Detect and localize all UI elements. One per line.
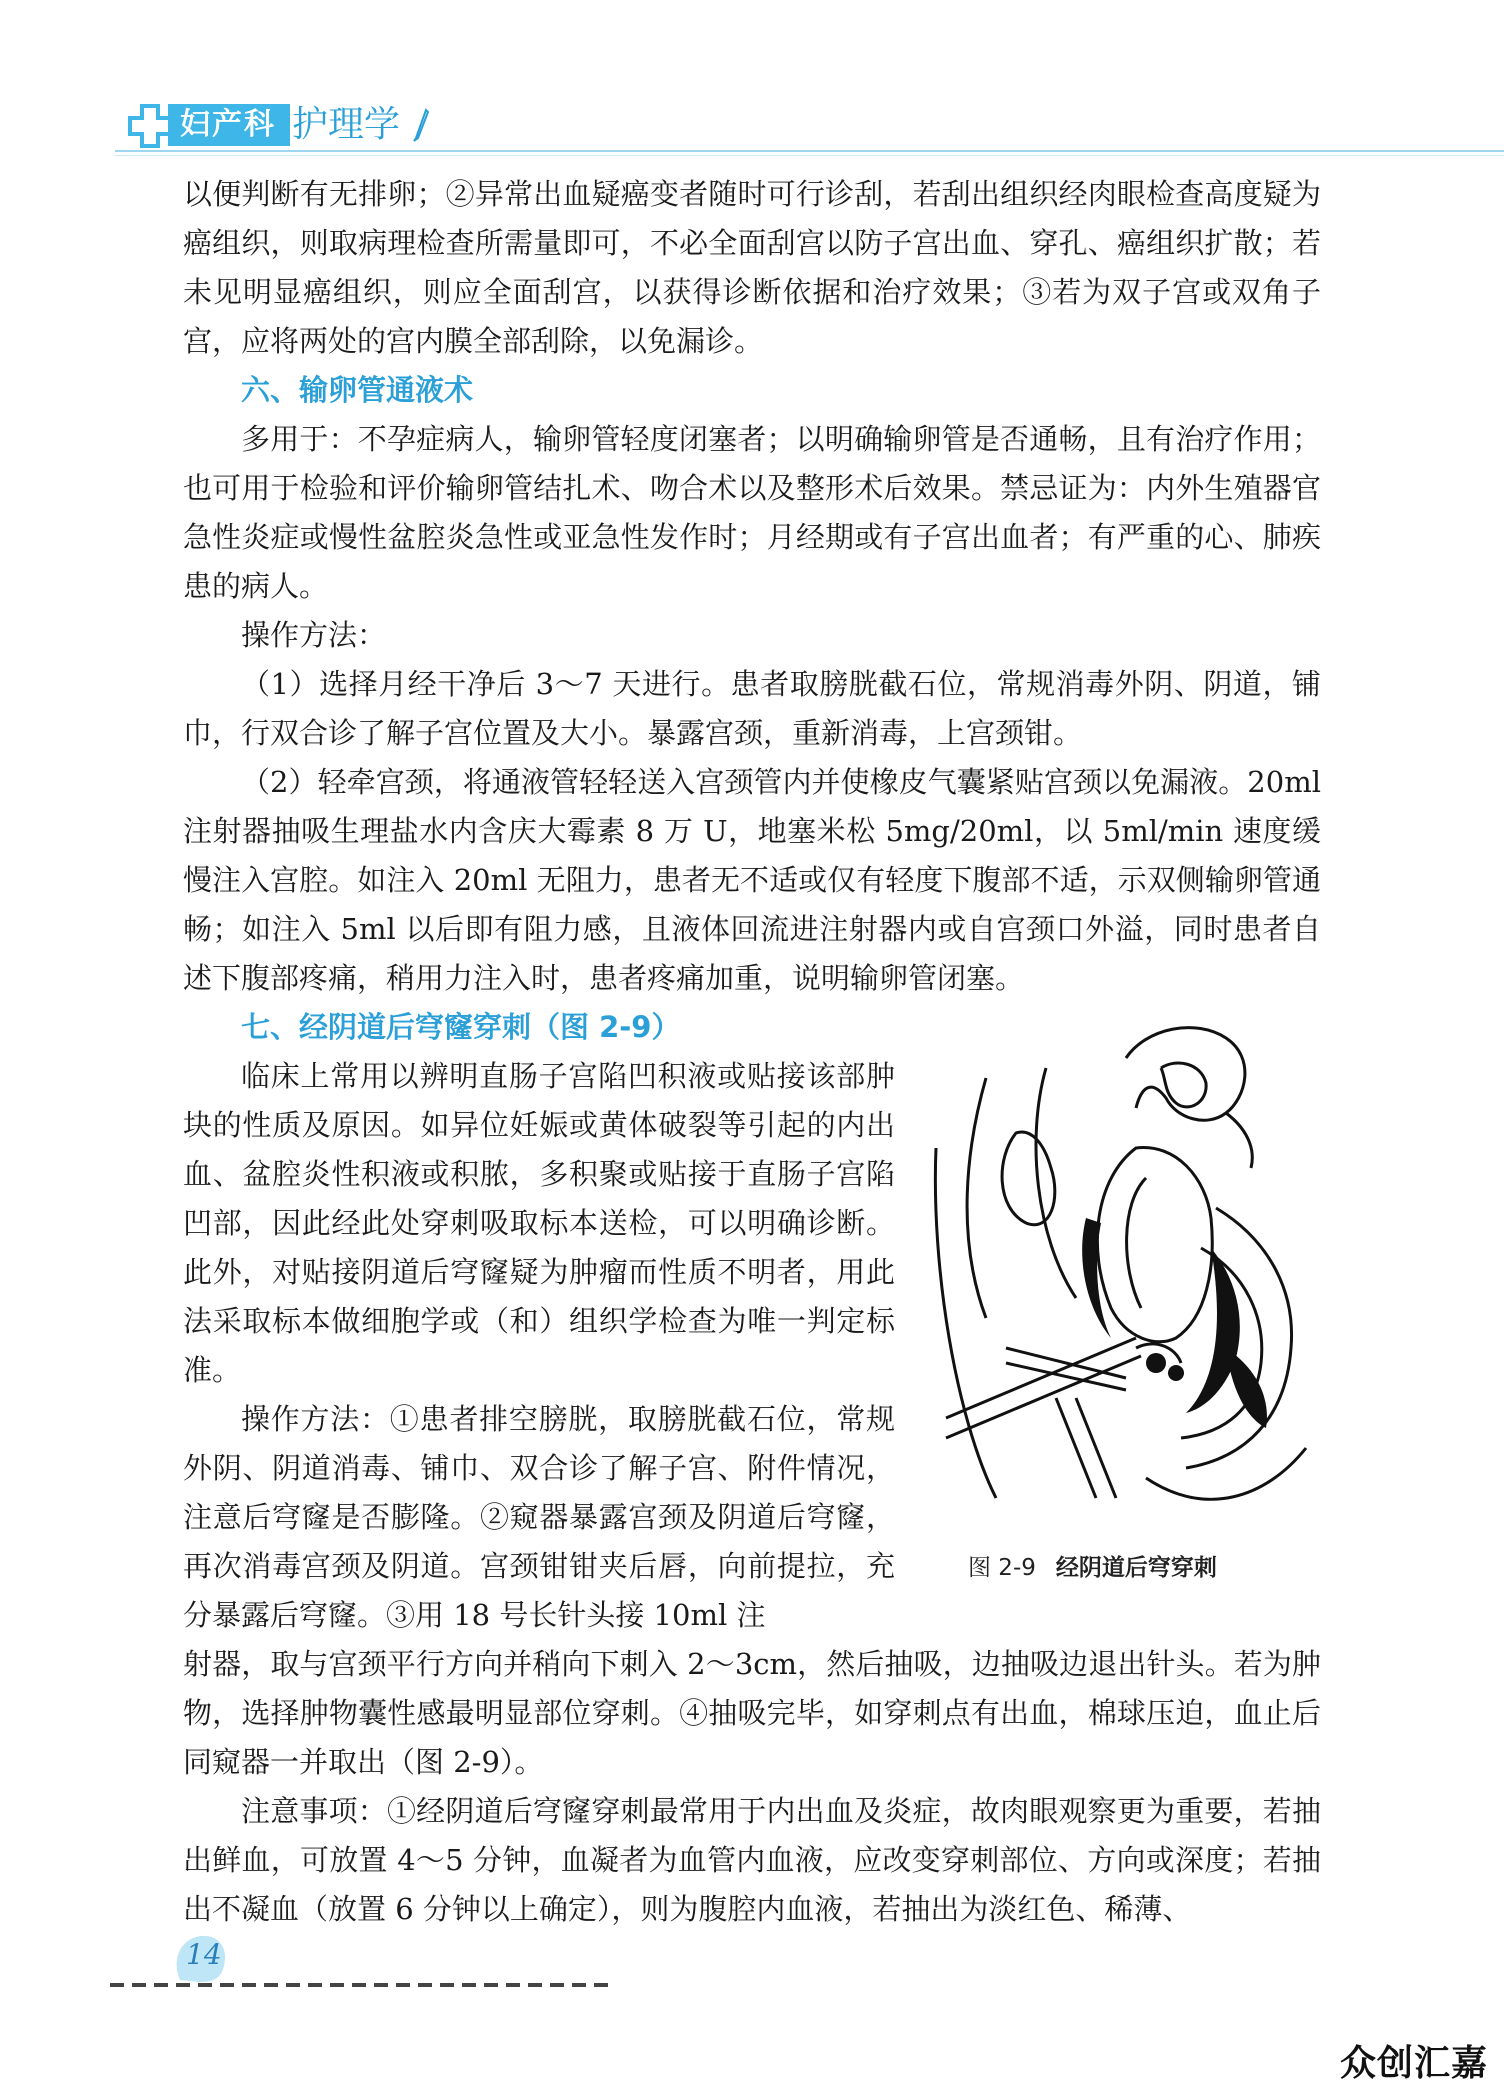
paragraph: 临床上常用以辨明直肠子宫陷凹积液或贴接该部肿块的性质及原因。如异位妊娠或黄体破裂等引起的内出血、盆腔炎性积液或积脓，多积聚或贴接于直肠子宫陷凹部，因此经此处穿刺吸取标本送检，可以明确诊断。此外，对贴接阴道后穹窿疑为肿瘤而性质不明者，用此法采取标本做细胞学或（和）组织学检查为唯一判定标准。 (183, 1059, 895, 1387)
figure-2-9 (918, 1018, 1321, 1588)
figure-title: 经阴道后穹穿刺 (1055, 1555, 1217, 1581)
paragraph: 以便判断有无排卵；②异常出血疑癌变者随时可行诊刮，若刮出组织经肉眼检查高度疑为癌组织，则取病理检查所需量即可，不必全面刮宫以防子宫出血、穿孔、癌组织扩散；若未见明显癌组织，则应全面刮宫，以获得诊断依据和治疗效果；③若为双子宫或双角子宫，应将两处的宫内膜全部刮除，以免漏诊。 (183, 177, 1321, 358)
paragraph: 操作方法： (241, 618, 387, 652)
header-rule-thin (115, 155, 1504, 156)
section-heading-7: 七、经阴道后穹窿穿刺（图 2-9） (241, 1010, 681, 1044)
book-logo-left: 妇产科 (168, 104, 290, 146)
page-number: 14 (186, 1938, 222, 1971)
header-rule (115, 150, 1504, 152)
paragraph: 操作方法：①患者排空膀胱，取膀胱截石位，常规外阴、阴道消毒、铺巾、双合诊了解子宫、附件情况，注意后穹窿是否膨隆。②窥器暴露宫颈及阴道后穹窿，再次消毒宫颈及阴道。宫颈钳钳夹后唇，向前提拉，充分暴露后穹窿。③用 18 号长针头接 10ml 注 (183, 1402, 895, 1632)
figure-number: 图 2-9 (968, 1555, 1036, 1581)
book-logo-right: 护理学 (292, 104, 401, 145)
paragraph: （2）轻牵宫颈，将通液管轻轻送入宫颈管内并使橡皮气囊紧贴宫颈以免漏液。20ml 注射器抽吸生理盐水内含庆大霉素 8 万 U，地塞米松 5mg/20ml，以 5ml/min 速度缓慢注入宫腔。如注入 20ml 无阻力，患者无不适或仅有轻度下腹部不适，示双侧输卵管通畅；如注入 5ml 以后即有阻力感，且液体回流进注射器内或自宫颈口外溢，同时患者自述下腹部疼痛，稍用力注入时，患者疼痛加重，说明输卵管闭塞。 (183, 765, 1321, 995)
anatomical-illustration (926, 1018, 1316, 1533)
watermark-logo: 众创汇嘉 (1339, 2043, 1488, 2084)
medical-cross-icon (128, 104, 172, 148)
paragraph: 注意事项：①经阴道后穹窿穿刺最常用于内出血及炎症，故肉眼观察更为重要，若抽出鲜血，可放置 4～5 分钟，血凝者为血管内血液，应改变穿刺部位、方向或深度；若抽出不凝血（放置 6 分钟以上确定），则为腹腔内血液，若抽出为淡红色、稀薄、 (183, 1794, 1321, 1926)
pencil-icon (410, 108, 432, 142)
footer-dashes (110, 1982, 610, 1988)
paragraph: 射器，取与宫颈平行方向并稍向下刺入 2～3cm，然后抽吸，边抽吸边退出针头。若为肿物，选择肿物囊性感最明显部位穿刺。④抽吸完毕，如穿刺点有出血，棉球压迫，血止后同窥器一并取出（图 2-9）。 (183, 1647, 1321, 1779)
paragraph: （1）选择月经干净后 3～7 天进行。患者取膀胱截石位，常规消毒外阴、阴道，铺巾，行双合诊了解子宫位置及大小。暴露宫颈，重新消毒，上宫颈钳。 (183, 667, 1321, 750)
figure-caption (968, 1553, 1308, 1583)
section-heading-6: 六、输卵管通液术 (241, 373, 474, 407)
paragraph: 多用于：不孕症病人，输卵管轻度闭塞者；以明确输卵管是否通畅，且有治疗作用；也可用于检验和评价输卵管结扎术、吻合术以及整形术后效果。禁忌证为：内外生殖器官急性炎症或慢性盆腔炎急性或亚急性发作时；月经期或有子宫出血者；有严重的心、肺疾患的病人。 (183, 422, 1321, 603)
